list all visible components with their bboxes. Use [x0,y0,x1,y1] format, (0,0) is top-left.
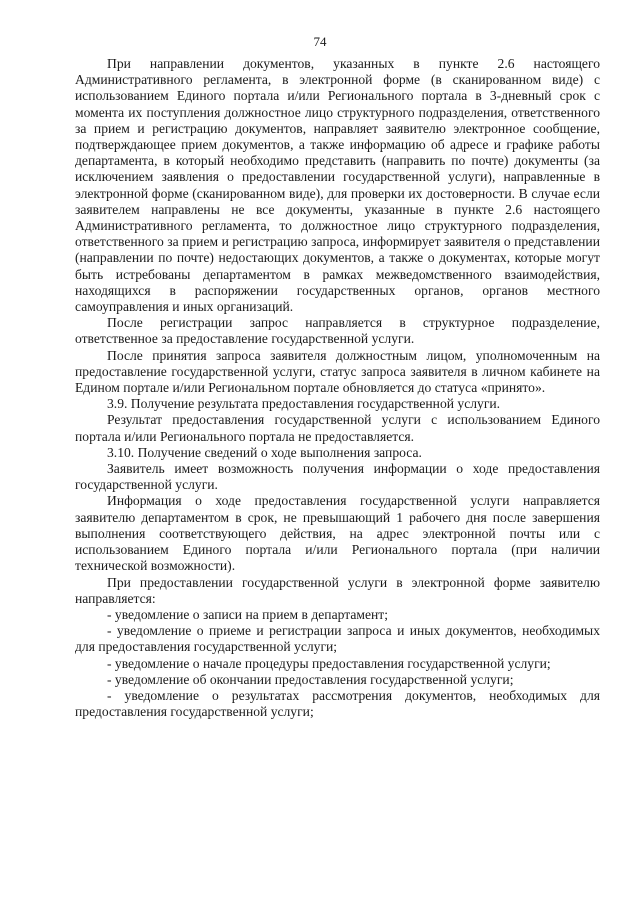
list-item-registration: - уведомление о приеме и регистрации запроса и иных документов, необходимых для предоставления государственной услуги; [75,623,600,655]
paragraph-notifications-intro: При предоставлении государственной услуги в электронной форме заявителю направляется: [75,574,600,606]
paragraph-progress-info: Информация о ходе предоставления государственной услуги направляется заявителю департаментом в срок, не превышающий 1 рабочего дня после завершения выполнения соответствующего действия, на адрес электронной почты или с использованием Единого портала и/или Регионального портала (при наличии технической возможности). [75,493,600,574]
document-body [75,56,600,720]
list-item-end: - уведомление об окончании предоставления государственной услуги; [107,671,514,687]
list-item-results: - уведомление о результатах рассмотрения документов, необходимых для предоставления государственной услуги; [75,687,600,720]
paragraph-electronic-documents: При направлении документов, указанных в пункте 2.6 настоящего Административного регламента, в электронной форме (в сканированном виде) с использованием Единого портала и/или Регионального портала в 3-дневный срок с момента их поступления должностное лицо структурного подразделения, ответственного за прием и регистрацию документов, направляет заявителю электронное сообщение, подтверждающее прием документов, а также информацию об адресе и графике работы департамента, в который необходимо представить (направить по почте) документы (за исключением заявления о предоставлении государственной услуги), направленные в электронной форме (сканированном виде), для проверки их достоверности. В случае если заявителем направлены не все документы, указанные в пункте 2.6 настоящего Административного регламента, то должностное лицо структурного подразделения, ответственного за прием и регистрацию запроса, информирует заявителя о представлении (направлении по почте) недостающих документов, а также о документах, которые могут быть истребованы департаментом в рамках межведомственного взаимодействия, находящихся в распоряжении государственных органов, органов местного самоуправления и иных организаций. [75,56,600,315]
list-item-appointment: - уведомление о записи на прием в департамент; [107,606,388,622]
section-heading-3-10: 3.10. Получение сведений о ходе выполнения запроса. [107,444,422,460]
page-number: 74 [313,34,327,49]
paragraph-registration: После регистрации запрос направляется в структурное подразделение, ответственное за предоставление государственной услуги. [75,315,600,347]
list-item-start: - уведомление о начале процедуры предоставления государственной услуги; [107,655,551,671]
paragraph-status-accepted: После принятия запроса заявителя должностным лицом, уполномоченным на предоставление государственной услуги, статус запроса заявителя в личном кабинете на Едином портале и/или Региональном портале обновляется до статуса «принято». [75,347,600,396]
section-heading-3-9: 3.9. Получение результата предоставления государственной услуги. [107,396,501,412]
paragraph-result: Результат предоставления государственной услуги с использованием Единого портала и/или Регионального портала не предоставляется. [75,412,600,444]
paragraph-applicant-info: Заявитель имеет возможность получения информации о ходе предоставления государственной услуги. [75,461,600,493]
